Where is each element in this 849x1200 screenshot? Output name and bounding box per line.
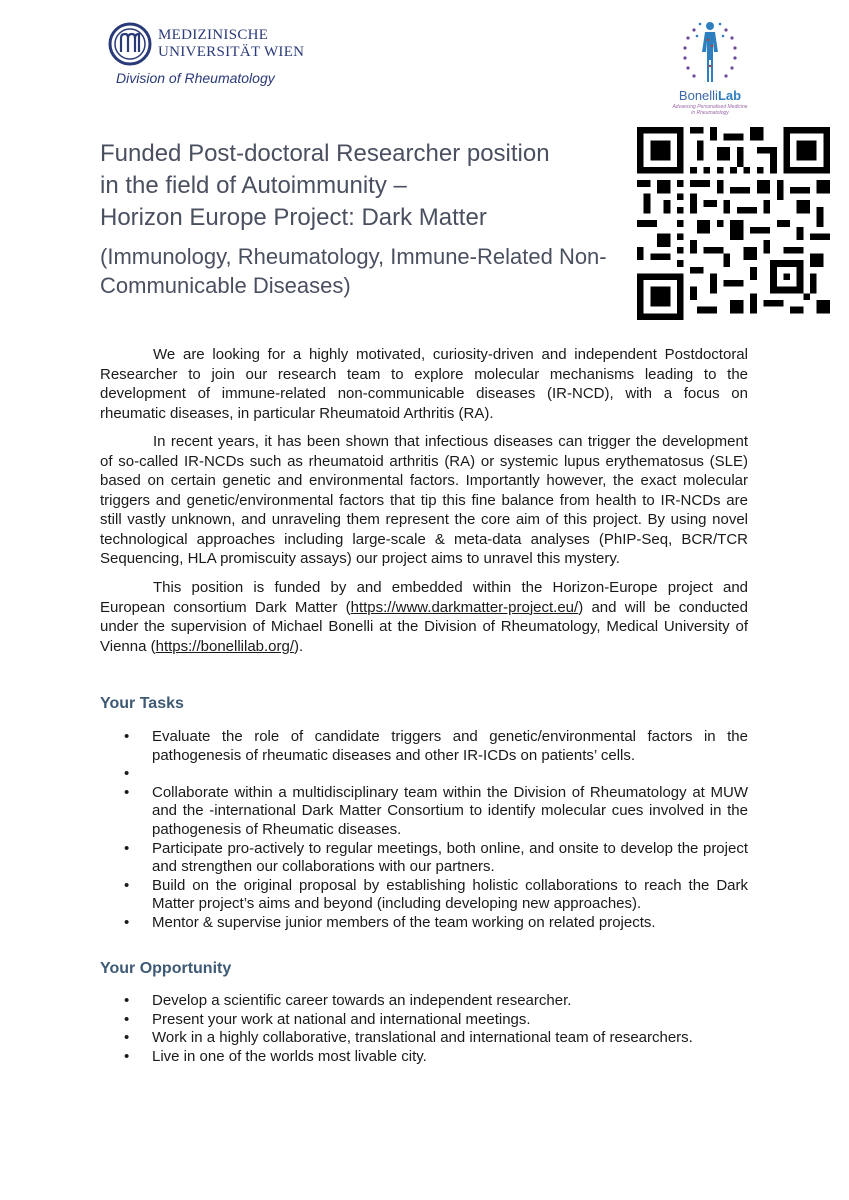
qr-code-icon[interactable] (637, 127, 830, 320)
intro-paragraph-1: We are looking for a highly motivated, curiosity-driven and independent Postdoctoral Researcher to join our research team to explore molecular mechanisms leading to the development of immune-related non-communicable diseases (IR-NCD), with a focus on rheumatic diseases, in particular Rheumatoid Arthritis (RA). (100, 346, 748, 422)
meduni-wien-logo (108, 22, 348, 92)
intro-paragraph-2: In recent years, it has been shown that infectious diseases can trigger the development of so-called IR-NCDs such as rheumatoid arthritis (RA) or systemic lupus erythematosus (SLE) based on certain genetic and environmental factors. Importantly however, the exact molecular triggers and genetic/environmental factors that tip this fine balance from health to IR-NCDs are still vastly unknown, and unraveling them represent the core aim of this project. By using novel technological approaches including large-scale & meta-data analyses (PhIP-Seq, BCR/TCR Sequencing, HLA promiscuity assays) our project aims to unravel this mystery. (100, 433, 748, 567)
list-item: • Build on the original proposal by establishing holistic collaborations to reach the Dark Matter project’s aims and beyond (including developing new approaches). (124, 876, 748, 913)
darkmatter-link[interactable]: https://www.darkmatter-project.eu/ (350, 598, 579, 616)
bonellilab-link[interactable]: https://bonellilab.org/ (155, 637, 295, 655)
list-item: • Develop a scientific career towards an independent researcher. (124, 992, 572, 1009)
intro-paragraph-3: This position is funded by and embedded within the Horizon-Europe project and European consortium Dark Matter (https://www.darkmatter-project.eu/) and will be conducted under the supervision of Michael Bonelli at the Division of Rheumatology, Medical University of Vienna (https://bonellilab.org/). (100, 579, 748, 655)
list-item: • Participate pro-actively to regular meetings, both online, and onsite to develop the project and strengthen our collaborations with our partners. (124, 839, 748, 876)
list-item: • Present your work at national and international meetings. (124, 1010, 531, 1028)
opportunity-heading: Your Opportunity (100, 960, 232, 977)
job-title: Funded Post-doctoral Researcher position in the field of Autoimmunity – Horizon Europe Project: Dark Matter (100, 140, 550, 231)
human-figure-icon (674, 16, 746, 88)
university-name: MEDIZINISCHE UNIVERSITÄT WIEN (158, 27, 305, 60)
list-item: • Mentor & supervise junior members of the team working on related projects. (124, 913, 656, 931)
lab-tagline: Advancing Personalised Medicine in Rheumatology (672, 104, 748, 116)
tasks-list (100, 728, 748, 933)
meduni-emblem-icon (108, 22, 152, 66)
tasks-heading: Your Tasks (100, 695, 184, 712)
lab-name: BonelliLab (678, 88, 742, 103)
opportunity-list (100, 992, 748, 1066)
division-name: Division of Rheumatology (116, 70, 275, 86)
list-item: • Work in a highly collaborative, translational and international team of researchers. (124, 1029, 693, 1047)
job-subtitle: (Immunology, Rheumatology, Immune-Related Non-Communicable Diseases) (100, 244, 607, 298)
bonellilab-logo (670, 16, 750, 116)
list-item: • Evaluate the role of candidate triggers and genetic/environmental factors in the pathogenesis of rheumatic diseases and other IR-ICDs on patients’ cells. (124, 728, 748, 764)
list-item: • (124, 765, 130, 783)
list-item: • Live in one of the worlds most livable city. (124, 1047, 427, 1065)
list-item: • Collaborate within a multidisciplinary team within the Division of Rheumatology at MUW and the -international Dark Matter Consortium to identify molecular cues involved in the pathogenesis of Rheumatic diseases. (124, 783, 748, 838)
